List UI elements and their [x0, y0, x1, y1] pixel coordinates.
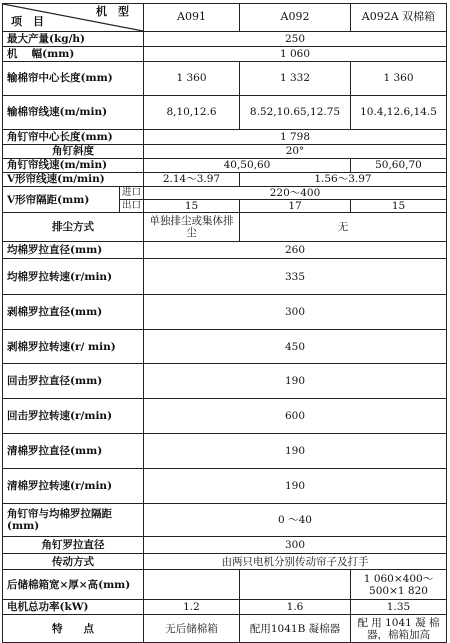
row-value: 450	[144, 330, 447, 364]
table-row	[3, 242, 447, 259]
row-value: 1.6	[240, 600, 351, 615]
col-header-a091: A091	[144, 4, 240, 32]
row-value: 260	[144, 242, 447, 259]
col-header-a092a: A092A 双棉箱	[351, 4, 447, 32]
outlet-label: 出口	[120, 200, 144, 213]
row-value: 1 060	[144, 47, 447, 62]
row-label: 清棉罗拉直径(mm)	[3, 434, 144, 469]
row-value: 8,10,12.6	[144, 96, 240, 130]
row-value: 配 用 1041 凝 棉器，棉箱加高	[351, 615, 447, 643]
row-value: 1 332	[240, 62, 351, 96]
row-label: 剥棉罗拉直径(mm)	[3, 295, 144, 330]
table-row	[3, 47, 447, 62]
table-row	[3, 145, 447, 159]
table-row	[3, 364, 447, 399]
row-value: 1.56～3.97	[240, 173, 447, 187]
table-row	[3, 600, 447, 615]
table-row	[3, 330, 447, 364]
row-label: 角钉帘线速(m/min)	[3, 159, 144, 173]
row-label: 后储棉箱宽×厚×高(mm)	[3, 570, 144, 600]
table-row	[3, 554, 447, 570]
row-value: 1.2	[144, 600, 240, 615]
table-row	[3, 159, 447, 173]
row-value: 250	[144, 32, 447, 47]
header-row	[3, 4, 447, 32]
table-row	[3, 434, 447, 469]
row-label: 角钉罗拉直径	[3, 537, 144, 554]
table-row	[3, 399, 447, 434]
table-row	[3, 96, 447, 130]
row-label: 排尘方式	[3, 213, 144, 242]
row-value-empty	[144, 570, 240, 600]
row-value: 1 060×400～500×1 820	[351, 570, 447, 600]
row-value: 17	[240, 200, 351, 213]
row-value: 1 798	[144, 130, 447, 145]
row-value: 335	[144, 259, 447, 295]
row-value-empty	[240, 570, 351, 600]
row-label: V形帘隔距(mm)	[3, 187, 120, 213]
row-value: 190	[144, 434, 447, 469]
table-row	[3, 570, 447, 600]
row-label: 清棉罗拉转速(r/min)	[3, 469, 144, 504]
table-row	[3, 173, 447, 187]
row-value: 20°	[144, 145, 447, 159]
row-value: 300	[144, 537, 447, 554]
row-value: 无后储棉箱	[144, 615, 240, 643]
row-value: 2.14～3.97	[144, 173, 240, 187]
row-value: 15	[144, 200, 240, 213]
table-row	[3, 32, 447, 47]
row-label: 输棉帘中心长度(mm)	[3, 62, 144, 96]
row-label: 均棉罗拉直径(mm)	[3, 242, 144, 259]
row-value: 300	[144, 295, 447, 330]
table-row	[3, 295, 447, 330]
row-value: 220～400	[144, 187, 447, 200]
row-value: 1.35	[351, 600, 447, 615]
row-label: 输棉帘线速(m/min)	[3, 96, 144, 130]
row-label: 机 幅(mm)	[3, 47, 144, 62]
row-value: 15	[351, 200, 447, 213]
row-label: 角钉斜度	[3, 145, 144, 159]
row-value: 8.52,10.65,12.75	[240, 96, 351, 130]
row-label: 回击罗拉直径(mm)	[3, 364, 144, 399]
row-value: 1 360	[351, 62, 447, 96]
row-value: 无	[240, 213, 447, 242]
corner-top-label: 机 型	[96, 5, 129, 18]
row-value: 单独排尘或集体排尘	[144, 213, 240, 242]
corner-cell	[3, 4, 144, 32]
table-row	[3, 615, 447, 643]
table-row	[3, 469, 447, 504]
row-label: 均棉罗拉转速(r/min)	[3, 259, 144, 295]
table-row	[3, 187, 447, 200]
row-label: 角钉帘与均棉罗拉隔距(mm)	[3, 504, 144, 537]
inlet-label: 进口	[120, 187, 144, 200]
table-row	[3, 259, 447, 295]
row-label: 最大产量(kg/h)	[3, 32, 144, 47]
row-value: 50,60,70	[351, 159, 447, 173]
table-row	[3, 537, 447, 554]
col-header-a092: A092	[240, 4, 351, 32]
row-label: 剥棉罗拉转速(r/ min)	[3, 330, 144, 364]
table-row	[3, 504, 447, 537]
row-value: 190	[144, 364, 447, 399]
corner-bottom-label: 项 目	[11, 15, 44, 29]
row-label: 特 点	[3, 615, 144, 643]
table-row	[3, 130, 447, 145]
row-label: 角钉帘中心长度(mm)	[3, 130, 144, 145]
table-row	[3, 62, 447, 96]
row-label: 回击罗拉转速(r/min)	[3, 399, 144, 434]
row-value: 600	[144, 399, 447, 434]
row-value: 由两只电机分别传动帘子及打手	[144, 554, 447, 570]
spec-table	[2, 3, 447, 643]
row-label: V形帘线速(m/min)	[3, 173, 144, 187]
row-value: 10.4,12.6,14.5	[351, 96, 447, 130]
row-value: 0 ～40	[144, 504, 447, 537]
row-value: 190	[144, 469, 447, 504]
row-value: 配用1041B 凝棉器	[240, 615, 351, 643]
row-label: 传动方式	[3, 554, 144, 570]
row-value: 40,50,60	[144, 159, 351, 173]
row-label: 电机总功率(kW)	[3, 600, 144, 615]
row-value: 1 360	[144, 62, 240, 96]
table-row	[3, 213, 447, 242]
